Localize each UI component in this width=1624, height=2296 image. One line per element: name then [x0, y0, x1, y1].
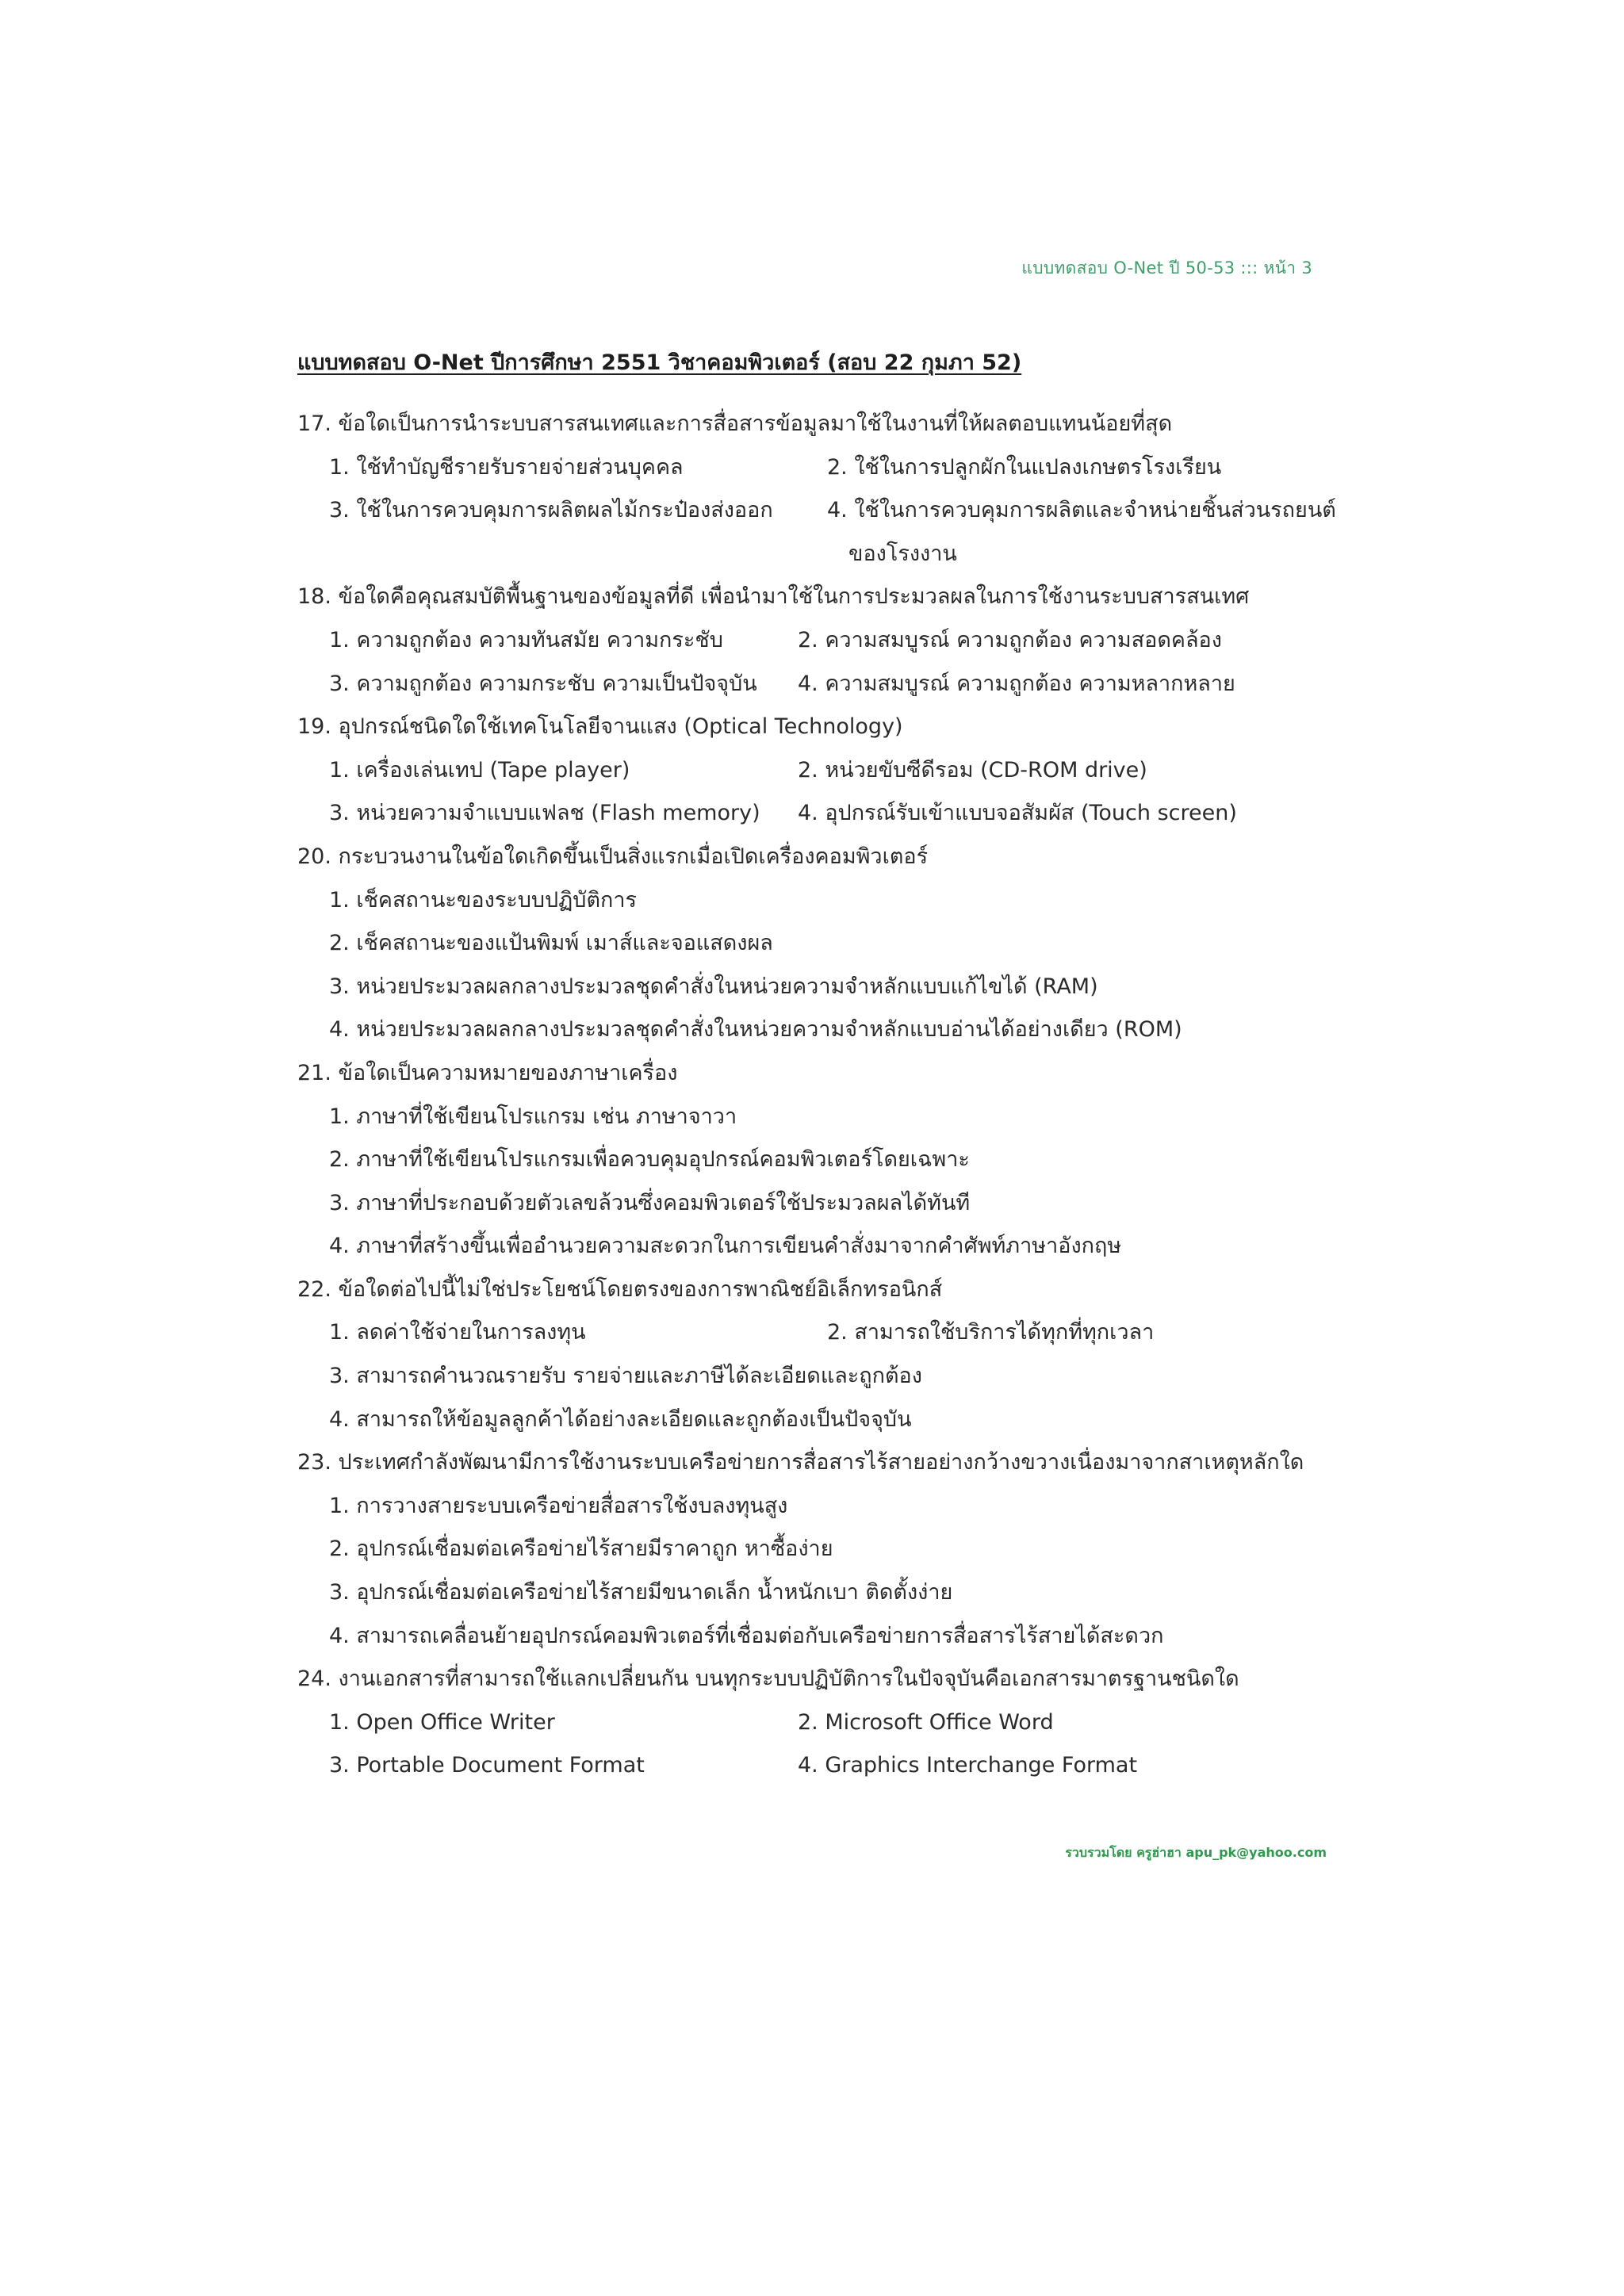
option: 4. ภาษาที่สร้างขึ้นเพื่ออำนวยความสะดวกในการเขียนคำสั่งมาจากคำศัพท์ภาษาอังกฤษ — [329, 1234, 1122, 1259]
option-row — [297, 446, 1344, 490]
option-row — [297, 1182, 1344, 1226]
question-19 — [297, 706, 1344, 749]
option: 3. หน่วยประมวลผลกลางประมวลชุดคำสั่งในหน่วยความจำหลักแบบแก้ไขได้ (RAM) — [329, 974, 1098, 999]
option: 3. อุปกรณ์เชื่อมต่อเครือข่ายไร้สายมีขนาดเล็ก น้ำหนักเบา ติดตั้งง่าย — [329, 1580, 953, 1605]
question-text: 21. ข้อใดเป็นความหมายของภาษาเครื่อง — [297, 1060, 678, 1085]
option-row — [297, 1311, 1344, 1355]
option-row — [297, 1399, 1344, 1442]
option-row — [297, 1701, 1344, 1745]
option: 1. ภาษาที่ใช้เขียนโปรแกรม เช่น ภาษาจาวา — [329, 1104, 737, 1129]
option: 1. เช็คสถานะของระบบปฏิบัติการ — [329, 887, 637, 913]
option: 1. ใช้ทำบัญชีรายรับรายจ่ายส่วนบุคคล — [329, 454, 684, 480]
option-row — [297, 966, 1344, 1009]
option: 2. ใช้ในการปลูกผักในแปลงเกษตรโรงเรียน — [827, 454, 1222, 480]
option: 2. ภาษาที่ใช้เขียนโปรแกรมเพื่อควบคุมอุปกรณ์คอมพิวเตอร์โดยเฉพาะ — [329, 1147, 970, 1173]
option-row — [297, 1138, 1344, 1182]
option: 3. สามารถคำนวณรายรับ รายจ่ายและภาษีได้ละเอียดและถูกต้อง — [329, 1364, 922, 1389]
question-17 — [297, 403, 1344, 446]
option-row — [297, 792, 1344, 836]
option-row — [297, 922, 1344, 966]
option-row — [297, 663, 1344, 706]
question-text: 24. งานเอกสารที่สามารถใช้แลกเปลี่ยนกัน บนทุกระบบปฏิบัติการในปัจจุบันคือเอกสารมาตรฐานชนิดใด — [297, 1667, 1239, 1692]
option: 3. ภาษาที่ประกอบด้วยตัวเลขล้วนซึ่งคอมพิวเตอร์ใช้ประมวลผลได้ทันที — [329, 1190, 971, 1215]
question-text: 20. กระบวนงานในข้อใดเกิดขึ้นเป็นสิ่งแรกเมื่อเปิดเครื่องคอมพิวเตอร์ — [297, 844, 929, 869]
question-23 — [297, 1441, 1344, 1485]
question-22 — [297, 1269, 1344, 1312]
option: 2. ความสมบูรณ์ ความถูกต้อง ความสอดคล้อง — [798, 627, 1222, 652]
option: 2. Microsoft Office Word — [798, 1709, 1054, 1735]
option: 1. เครื่องเล่นเทป (Tape player) — [329, 757, 630, 783]
question-text: 17. ข้อใดเป็นการนำระบบสารสนเทศและการสื่อสารข้อมูลมาใช้ในงานที่ให้ผลตอบแทนน้อยที่สุด — [297, 411, 1173, 436]
option: 1. Open Office Writer — [329, 1709, 555, 1735]
option-row — [297, 1225, 1344, 1269]
option: 3. ความถูกต้อง ความกระชับ ความเป็นปัจจุบัน — [329, 671, 757, 696]
option: 4. Graphics Interchange Format — [798, 1753, 1138, 1778]
question-20 — [297, 836, 1344, 879]
option-row — [297, 619, 1344, 663]
question-text: 18. ข้อใดคือคุณสมบัติพื้นฐานของข้อมูลที่ดี เพื่อนำมาใช้ในการประมวลผลในการใช้งานระบบสารสนเทศ — [297, 584, 1250, 610]
option: 4. ใช้ในการควบคุมการผลิตและจำหน่ายชิ้นส่วนรถยนต์ — [827, 498, 1336, 523]
document-title: แบบทดสอบ O-Net ปีการศึกษา 2551 วิชาคอมพิวเตอร์ (สอบ 22 กุมภา 52) — [297, 350, 1022, 375]
option-row — [297, 1571, 1344, 1615]
question-text: 19. อุปกรณ์ชนิดใดใช้เทคโนโลยีจานแสง (Optical Technology) — [297, 714, 903, 740]
option-row — [297, 1096, 1344, 1139]
option: 1. ลดค่าใช้จ่ายในการลงทุน — [329, 1320, 586, 1345]
option: 1. ความถูกต้อง ความทันสมัย ความกระชับ — [329, 627, 723, 652]
question-24 — [297, 1658, 1344, 1701]
option: 2. สามารถใช้บริการได้ทุกที่ทุกเวลา — [827, 1320, 1155, 1345]
option: 4. อุปกรณ์รับเข้าแบบจอสัมผัส (Touch screen) — [798, 801, 1237, 826]
option-row — [297, 1485, 1344, 1529]
option: 3. Portable Document Format — [329, 1753, 645, 1778]
option-row — [297, 749, 1344, 793]
footer-credit: รวบรวมโดย ครูฮ่าฮา apu_pk@yahoo.com — [1065, 1845, 1327, 1860]
page-header: แบบทดสอบ O-Net ปี 50-53 ::: หน้า 3 — [1021, 258, 1312, 277]
option: 3. ใช้ในการควบคุมการผลิตผลไม้กระป๋องส่งออก — [329, 498, 773, 523]
option-continuation: ของโรงงาน — [848, 541, 957, 566]
option-row — [297, 1615, 1344, 1659]
option: 2. หน่วยขับซีดีรอม (CD-ROM drive) — [798, 757, 1147, 783]
question-list — [297, 403, 1344, 1788]
option-row — [297, 489, 1344, 533]
option: 2. เช็คสถานะของแป้นพิมพ์ เมาส์และจอแสดงผล — [329, 931, 773, 956]
question-21 — [297, 1052, 1344, 1096]
option: 1. การวางสายระบบเครือข่ายสื่อสารใช้งบลงทุนสูง — [329, 1493, 788, 1518]
option-row — [297, 533, 1344, 576]
option: 4. ความสมบูรณ์ ความถูกต้อง ความหลากหลาย — [798, 671, 1235, 696]
option: 2. อุปกรณ์เชื่อมต่อเครือข่ายไร้สายมีราคาถูก หาซื้อง่าย — [329, 1536, 833, 1562]
option-row — [297, 1008, 1344, 1052]
option-row — [297, 1355, 1344, 1399]
option-row — [297, 1528, 1344, 1571]
option: 4. หน่วยประมวลผลกลางประมวลชุดคำสั่งในหน่วยความจำหลักแบบอ่านได้อย่างเดียว (ROM) — [329, 1017, 1182, 1043]
option-row — [297, 1744, 1344, 1788]
question-18 — [297, 576, 1344, 619]
question-text: 22. ข้อใดต่อไปนี้ไม่ใช่ประโยชน์โดยตรงของการพาณิชย์อิเล็กทรอนิกส์ — [297, 1276, 943, 1302]
option-row — [297, 879, 1344, 923]
question-text: 23. ประเทศกำลังพัฒนามีการใช้งานระบบเครือข่ายการสื่อสารไร้สายอย่างกว้างขวางเนื่องมาจากสาเหตุหลักใด — [297, 1450, 1304, 1475]
option: 3. หน่วยความจำแบบแฟลช (Flash memory) — [329, 801, 760, 826]
option: 4. สามารถเคลื่อนย้ายอุปกรณ์คอมพิวเตอร์ที่เชื่อมต่อกับเครือข่ายการสื่อสารไร้สายได้สะดวก — [329, 1623, 1164, 1648]
option: 4. สามารถให้ข้อมูลลูกค้าได้อย่างละเอียดและถูกต้องเป็นปัจจุบัน — [329, 1406, 912, 1432]
